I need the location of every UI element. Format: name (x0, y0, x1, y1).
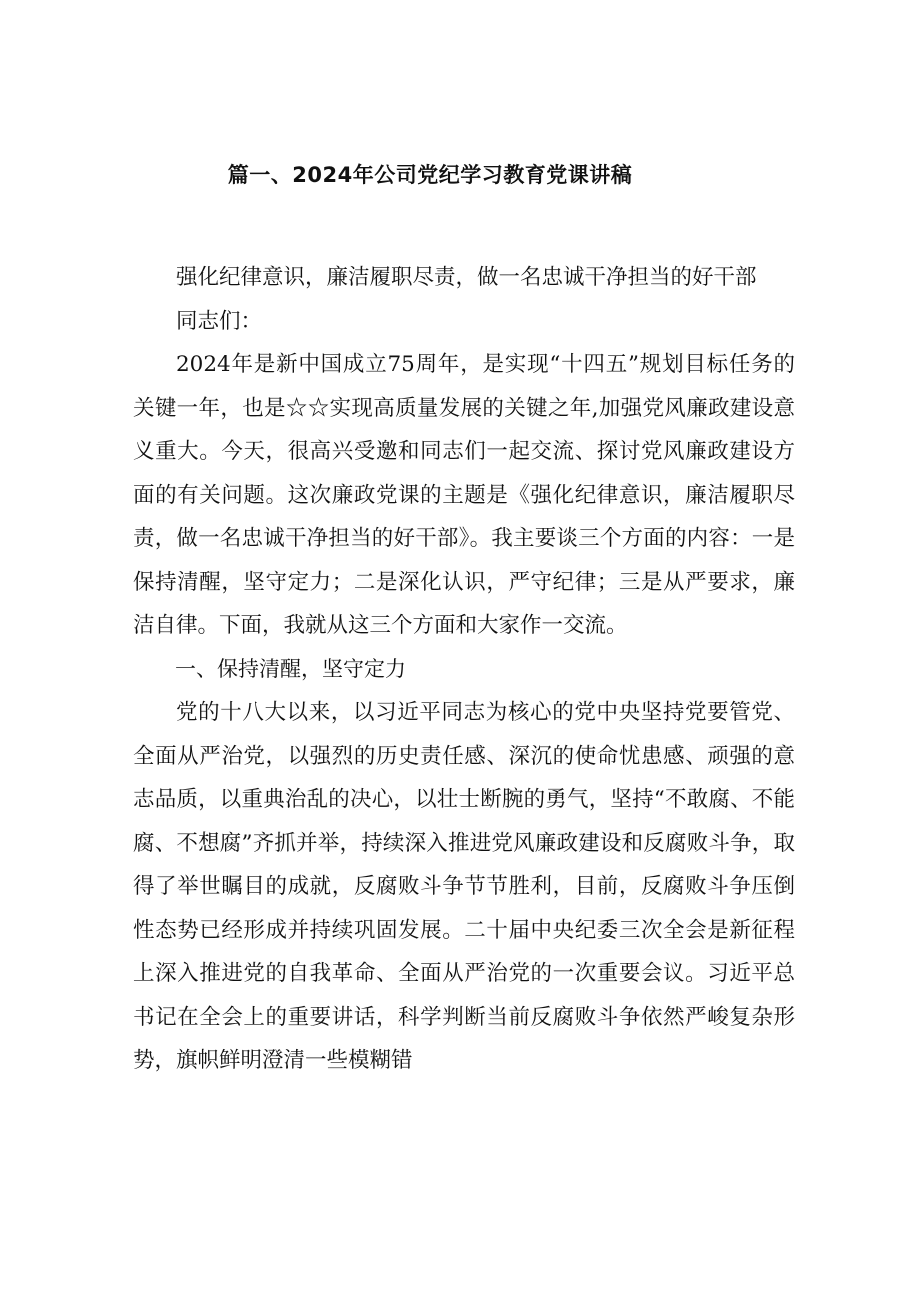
section-heading-1: 一、保持清醒，坚守定力 (175, 656, 406, 681)
document-title: 篇一、2024年公司党纪学习教育党课讲稿 (227, 163, 633, 187)
salutation: 同志们： (176, 308, 263, 334)
paragraph-intro: 2024年是新中国成立75周年，是实现“十四五”规划目标任务的关键一年，也是☆☆实现高质量发展的关键之年,加强党风廉政建设意义重大。今天，很高兴受邀和同志们一起交流、探讨党风廉政建设方面的有关问题。这次廉政党课的主题是《强化纪律意识，廉洁履职尽责，做一名忠诚干净担当的好干部》。我主要谈三个方面的内容：一是保持清醒，坚守定力；二是深化认识，严守纪律；三是从严要求，廉洁自律。下面，我就从这三个方面和大家作一交流。 (133, 352, 795, 638)
document-body (133, 256, 795, 1083)
paragraph-section-1: 党的十八大以来，以习近平同志为核心的党中央坚持党要管党、全面从严治党，以强烈的历史责任感、深沉的使命忧患感、顽强的意志品质，以重典治乱的决心，以壮士断腕的勇气，坚持“不敢腐、不能腐、不想腐”齐抓并举，持续深入推进党风廉政建设和反腐败斗争，取得了举世瞩目的成就，反腐败斗争节节胜利，目前，反腐败斗争压倒性态势已经形成并持续巩固发展。二十届中央纪委三次全会是新征程上深入推进党的自我革命、全面从严治党的一次重要会议。习近平总书记在全会上的重要讲话，科学判断当前反腐败斗争依然严峻复杂形势，旗帜鲜明澄清一些模糊错 (133, 700, 795, 1073)
speech-subtitle: 强化纪律意识，廉洁履职尽责，做一名忠诚干净担当的好干部 (176, 265, 757, 290)
